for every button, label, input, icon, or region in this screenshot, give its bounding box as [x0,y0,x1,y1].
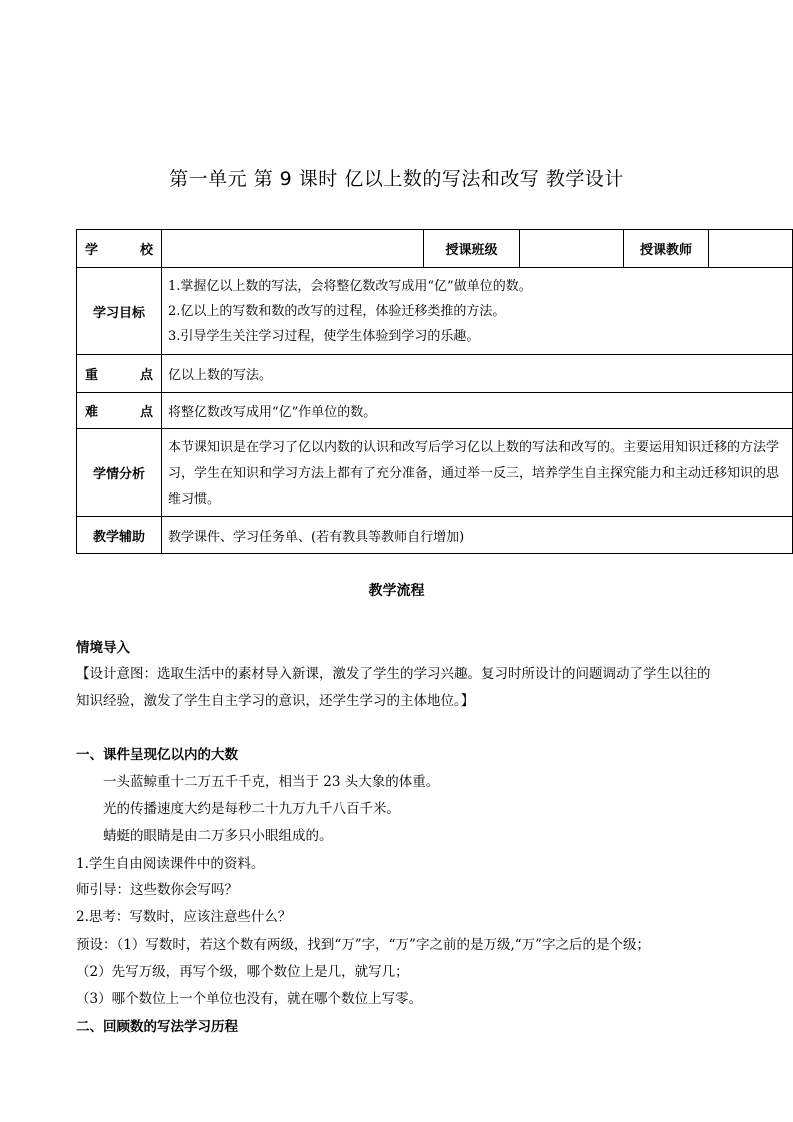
teacher-label-cell: 授课教师 [624,230,709,268]
step-2: 2.思考：写数时，应该注意些什么？ [76,909,292,925]
lesson-info-table [76,229,793,554]
page-title: 第一单元 第 9 课时 亿以上数的写法和改写 教学设计 [169,168,624,190]
aids-cell: 教学课件、学习任务单、(若有教具等教师自行增加) [162,517,793,554]
preset-1: 预设：（1）写数时，若这个数有两级，找到“万”字，“万”字之前的是万级,“万”字之后的是个级； [76,937,651,953]
table-row-analysis [77,429,793,517]
table-row-aids [77,517,793,554]
analysis-cell: 本节课知识是在学习了亿以内数的认识和改写后学习亿以上数的写法和改写的。主要运用知识迁移的方法学习，学生在知识和学习方法上都有了充分准备，通过举一反三，培养学生自主探究能力和主动迁移知识的思维习惯。 [162,429,793,517]
objectives-cell [162,268,793,355]
list-item: 光的传播速度大约是每秒二十九万九千八百千米。 [103,801,400,817]
section2-heading: 二、回顾数的写法学习历程 [76,1019,238,1035]
step-1: 1.学生自由阅读课件中的资料。 [76,856,265,872]
aids-label-cell: 教学辅助 [77,517,162,554]
section1-heading: 一、课件呈现亿以内的大数 [76,747,238,763]
list-item: 一头蓝鲸重十二万五千千克，相当于 23 头大象的体重。 [103,774,440,790]
table-row-difficulty [77,393,793,429]
objective-item: 2.亿以上的写数和数的改写的过程，体验迁移类推的方法。 [168,303,506,319]
class-value-cell[interactable] [520,230,624,268]
list-item: 蜻蜓的眼睛是由二万多只小眼组成的。 [103,828,333,844]
design-intent: 【设计意图：选取生活中的素材导入新课，激发了学生的学习兴趣。复习时所设计的问题调动了学生以往的知识经验，激发了学生自主学习的意识，还学生学习的主体地位。】 [76,666,711,709]
preset-2: （2）先写万级，再写个级，哪个数位上是几，就写几； [76,964,409,980]
key-point-cell: 亿以上数的写法。 [162,355,793,393]
key-point-label-cell: 重 点 [77,355,162,393]
class-label-cell: 授课班级 [424,230,520,268]
flow-heading: 教学流程 [368,583,425,599]
table-row-objectives [77,268,793,355]
teacher-value-cell[interactable] [709,230,793,268]
table-row-key-point [77,355,793,393]
objectives-label-cell: 学习目标 [77,268,162,355]
difficulty-label-cell: 难 点 [77,393,162,429]
objective-item: 3.引导学生关注学习过程，使学生体验到学习的乐趣。 [168,328,480,344]
objective-item: 1.掌握亿以上数的写法，会将整亿数改写成用“亿”做单位的数。 [168,278,532,294]
teacher-prompt: 师引导：这些数你会写吗？ [76,882,238,898]
school-label-cell: 学 校 [77,230,162,268]
school-value-cell[interactable] [162,230,424,268]
preset-3: （3）哪个数位上一个单位也没有，就在哪个数位上写零。 [76,991,423,1007]
intro-heading: 情境导入 [76,640,130,656]
table-row-basic [77,230,793,268]
analysis-label-cell: 学情分析 [77,429,162,517]
difficulty-cell: 将整亿数改写成用“亿”作单位的数。 [162,393,793,429]
